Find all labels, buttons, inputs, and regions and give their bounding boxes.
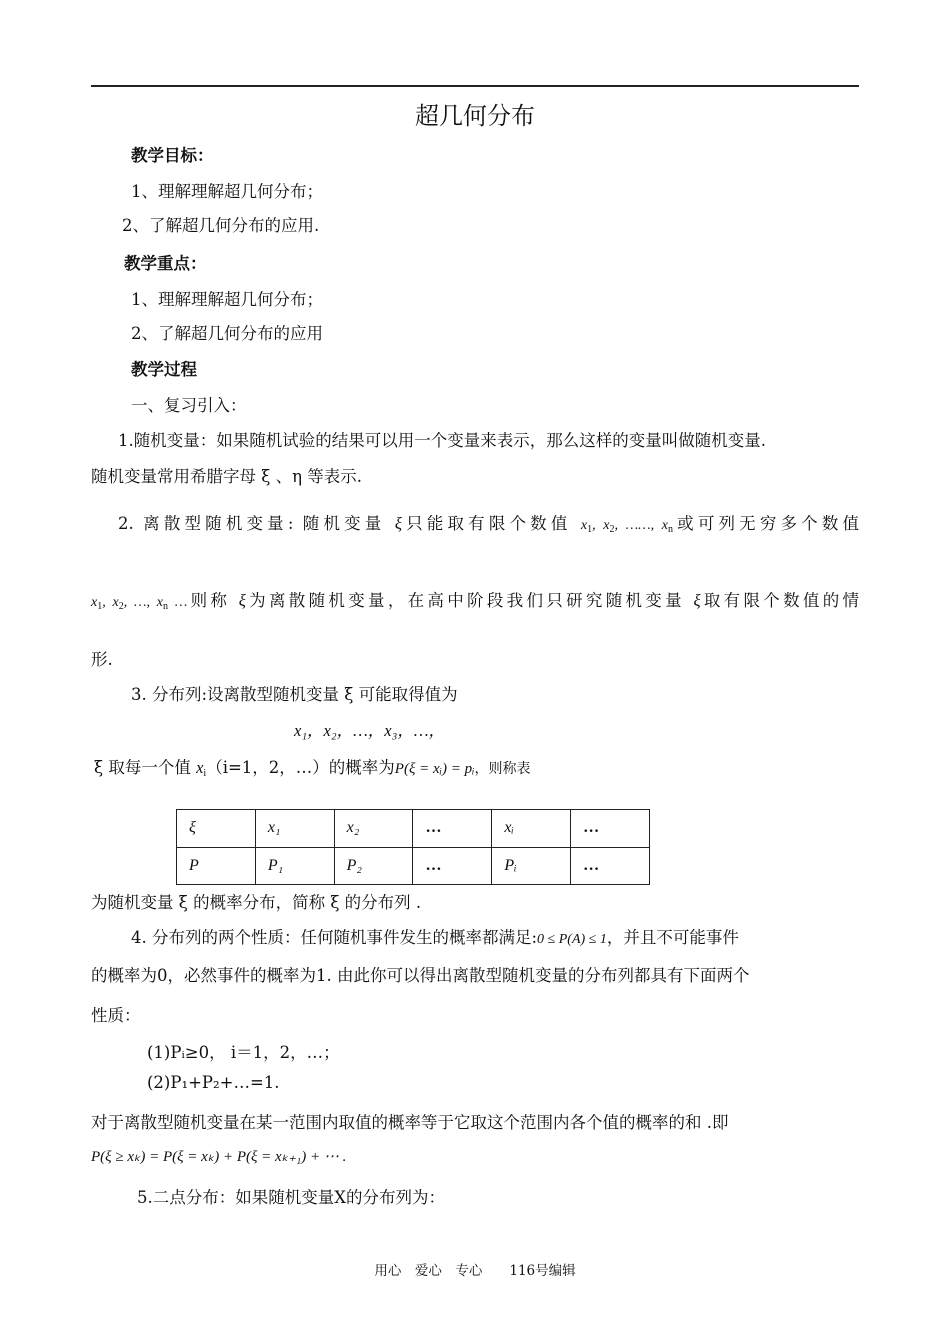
table-cell: … [413, 810, 492, 848]
paragraph-line: 3. 分布列:设离散型随机变量 ξ 可能取得值为 [131, 685, 458, 704]
text-fragment: 则称 [187, 591, 231, 610]
text-fragment: （i=1，2，…）的概率为 [206, 758, 395, 777]
value-list-formula: $x_1$, $x_2$, ……, $x_n$ [580, 518, 673, 535]
paragraph-line: 随机变量常用希腊字母 ξ 、η 等表示. [91, 467, 362, 486]
xi-value: $x_i$ [196, 758, 207, 779]
paragraph-line: 形. [91, 650, 113, 669]
probability-bound-formula: 0 ≤ P(A) ≤ 1 [537, 932, 607, 947]
property-item: (1)Pᵢ≥0， i＝1，2，…； [147, 1043, 340, 1062]
page-footer: 用心 爱心 专心 116号编辑 [374, 1263, 576, 1279]
objectives-heading: 教学目标： [131, 146, 214, 165]
keypoint-item: 2、了解超几何分布的应用 [131, 324, 323, 343]
paragraph-line [91, 510, 859, 535]
text-fragment: ξ 取每一个值 [94, 758, 197, 777]
xi-symbol: ξ [238, 591, 246, 610]
text-fragment: 为离散随机变量，在高中阶段我们只研究随机变量 [245, 591, 685, 610]
paragraph-line [91, 587, 859, 612]
table-cell: P₁ [255, 847, 334, 885]
cumulative-formula: P(ξ ≥ xₖ) = P(ξ = xₖ) + P(ξ = xₖ₊₁) + ⋯ . [91, 1149, 347, 1165]
paragraph-line [131, 924, 739, 948]
text-fragment: ，并且不可能事件 [606, 928, 739, 947]
paragraph-line: 1.随机变量：如果随机试验的结果可以用一个变量来表示，那么这样的变量叫做随机变量. [118, 431, 766, 450]
text-fragment: ，则称表 [474, 761, 531, 777]
keypoints-heading: 教学重点： [124, 254, 207, 273]
table-cell: Pᵢ [492, 847, 571, 885]
table-cell: x₁ [255, 810, 334, 848]
paragraph-line [94, 754, 531, 779]
header-rule [91, 85, 859, 87]
text-fragment: 或可列无穷多个数值 [672, 514, 860, 533]
value-list-formula: $x_1$, $x_2$, …, $x_n$ … [91, 595, 188, 612]
table-cell: … [571, 847, 650, 885]
table-cell: … [571, 810, 650, 848]
paragraph-line: 5.二点分布：如果随机变量X的分布列为： [137, 1188, 445, 1207]
objective-item: 1、理解理解超几何分布； [131, 182, 323, 201]
values-line: x₁，x₂，…，x₃，…， [294, 721, 446, 740]
paragraph-line: 为随机变量 ξ 的概率分布，简称 ξ 的分布列 . [91, 893, 422, 912]
text-fragment: 只能取有限个数值 [401, 514, 572, 533]
distribution-table [176, 809, 650, 885]
text-fragment: 4. 分布列的两个性质：任何随机事件发生的概率都满足: [131, 928, 538, 947]
property-item: (2)P₁+P₂+…=1. [147, 1073, 280, 1092]
objective-item: 2、了解超几何分布的应用. [122, 216, 320, 235]
table-cell: … [413, 847, 492, 885]
probability-formula: P(ξ = xᵢ) = pᵢ [394, 761, 475, 777]
paragraph-line: 的概率为0，必然事件的概率为1. 由此你可以得出离散型随机变量的分布列都具有下面两个 [91, 966, 750, 985]
section-heading: 一、复习引入： [131, 396, 247, 415]
table-row [177, 810, 650, 848]
keypoint-item: 1、理解理解超几何分布； [131, 290, 323, 309]
text-fragment: 取有限个数值的情 [700, 591, 860, 610]
process-heading: 教学过程 [131, 360, 197, 379]
text-fragment: 2. 离散型随机变量: 随机变量 [118, 514, 386, 533]
table-cell: P₂ [334, 847, 413, 885]
table-cell: xᵢ [492, 810, 571, 848]
table-cell: ξ [177, 810, 256, 848]
paragraph-line: 性质： [91, 1006, 141, 1025]
page-title: 超几何分布 [415, 102, 535, 130]
xi-symbol: ξ [394, 514, 402, 533]
xi-symbol: ξ [693, 591, 701, 610]
table-cell: x₂ [334, 810, 413, 848]
table-row [177, 847, 650, 885]
table-cell: P [177, 847, 256, 885]
paragraph-line: 对于离散型随机变量在某一范围内取值的概率等于它取这个范围内各个值的概率的和 .即 [91, 1113, 729, 1132]
